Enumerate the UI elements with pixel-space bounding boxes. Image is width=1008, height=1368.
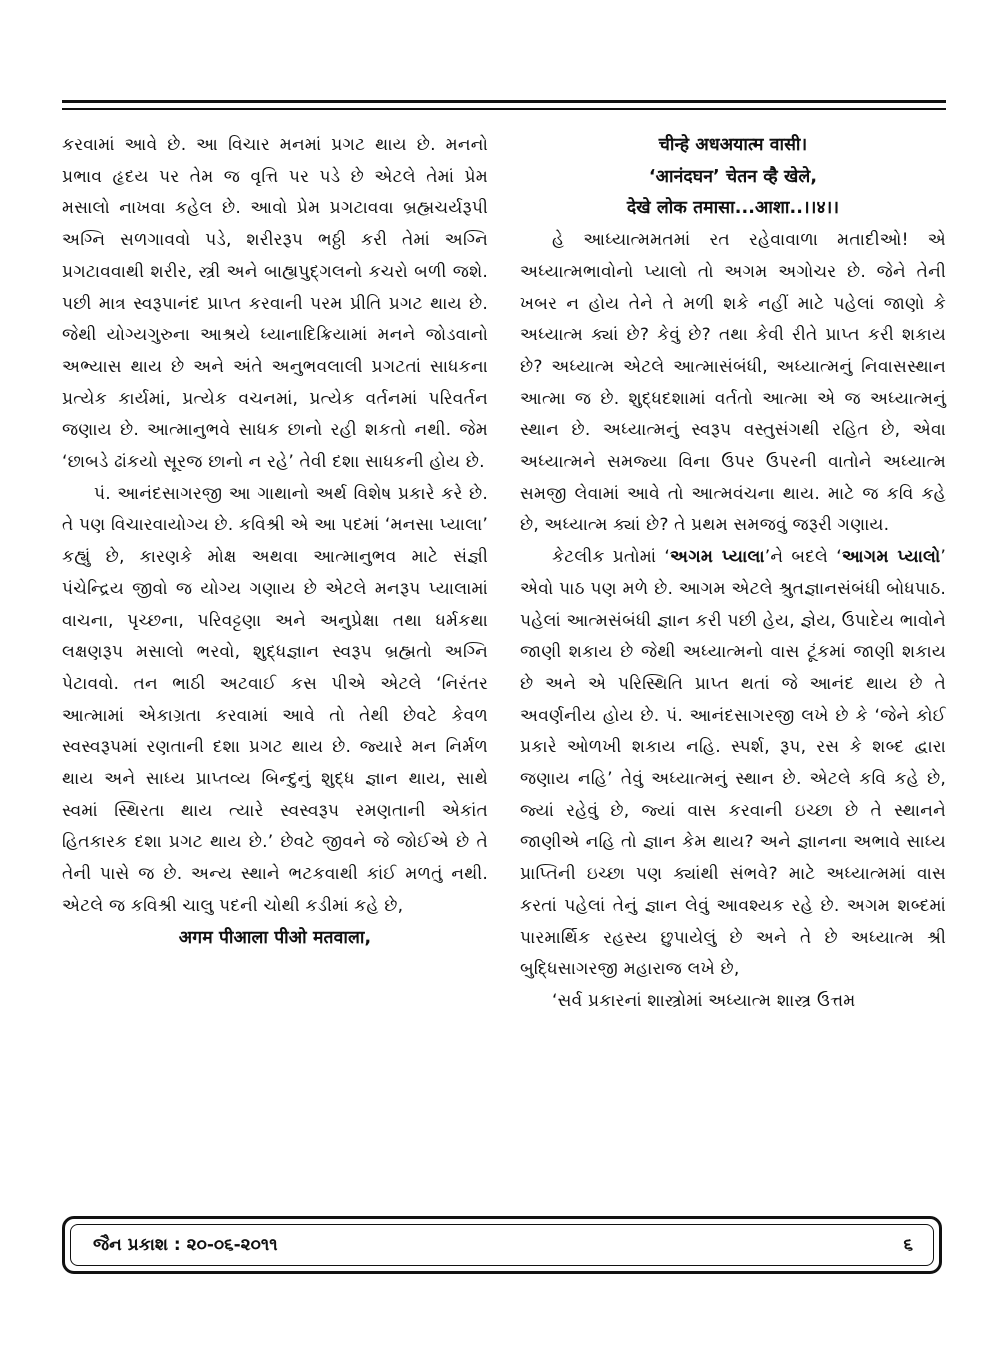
p2-text-e: ’ એવો પાઠ પણ મળે છે. આગમ એટલે શ્રુતજ્ઞાનસંબંધી બોધપાઠ. પહેલાં આત્મસંબંધી જ્ઞાન કરી પછી હેય, જ્ઞેય, ઉપાદેય ભાવોને જાણી શકાય છે જેથી અધ્યાત્મનો વાસ ટૂંકમાં જાણી શકાય છે અને એ પરિસ્થિતિ પ્રાપ્ત થતાં જે આનંદ થાય છે તે અવર્ણનીય હોય છે. પં. આનંદસાગરજી લખે છે કે ‘જેને કોઈ પ્રકારે ઓળખી શકાય નહિ. સ્પર્શ, રૂપ, રસ કે શબ્દ દ્વારા જણાય નહિ’ તેવું અધ્યાત્મનું સ્થાન છે. એટલે કવિ કહે છે, જ્યાં રહેવું છે, જ્યાં વાસ કરવાની ઇચ્છા છે તે સ્થાનને જાણીએ નહિ તો જ્ઞાન કેમ થાય? અને જ્ઞાનના અભાવે સાધ્ય પ્રાપ્તિની ઇચ્છા પણ ક્યાંથી સંભવે? માટે અધ્યાત્મમાં વાસ કરતાં પહેલાં તેનું જ્ઞાન લેવું આવશ્યક રહે છે. અગમ શબ્દમાં પારમાર્થિક રહસ્ય છુપાયેલું છે અને તે છે અધ્યાત્મ શ્રી બુદ્ધિસાગરજી મહારાજ લખે છે, (520, 547, 946, 980)
footer-box (62, 1216, 942, 1274)
footer-inner-border (70, 1224, 934, 1266)
p2-bold-aagam-pyalo: આગમ પ્યાલો (841, 547, 941, 568)
right-paragraph-3: ‘સર્વ પ્રકારનાં શાસ્ત્રોમાં અધ્યાત્મ શાસ્ત્ર ઉત્તમ (552, 990, 856, 1011)
right-column (520, 130, 946, 1018)
header-rule-thin (62, 108, 946, 110)
left-paragraph-1: કરવામાં આવે છે. આ વિચાર મનમાં પ્રગટ થાય છે. મનનો પ્રભાવ હૃદય પર તેમ જ વૃત્તિ પર પડે છે એટલે તેમાં પ્રેમ મસાલો નાખવા કહેલ છે. આવો પ્રેમ પ્રગટાવવા બ્રહ્મચર્યરૂપી અગ્નિ સળગાવવો પડે, શરીરરૂપ ભઠ્ઠી કરી તેમાં અગ્નિ પ્રગટાવવાથી શરીર, સ્ત્રી અને બાહ્યપુદ્ગલનો કચરો બળી જશે. પછી માત્ર સ્વરૂપાનંદ પ્રાપ્ત કરવાની પરમ પ્રીતિ પ્રગટ થાય છે. જેથી યોગ્યગુરુના આશ્રયે ધ્યાનાદિક્રિયામાં મનને જોડવાનો અભ્યાસ થાય છે અને અંતે અનુભવલાલી પ્રગટતાં સાધકના પ્રત્યેક કાર્યમાં, પ્રત્યેક વચનમાં, પ્રત્યેક વર્તનમાં પરિવર્તન જણાય છે. આત્માનુભવે સાધક છાનો રહી શકતો નથી. જેમ ‘છાબડે ઢાંકયો સૂરજ છાનો ન રહે’ તેવી દશા સાધકની હોય છે. (62, 135, 488, 473)
header-rule-thick (62, 100, 946, 103)
verse-line-1: चीन्हे अधअयात्म वासी। (658, 135, 808, 155)
page-number: ૬ (903, 1235, 913, 1255)
p2-text-c: ’ને બદલે ‘ (764, 547, 842, 568)
p2-bold-agam-pyala: અગમ પ્યાલા (669, 547, 765, 568)
right-paragraph-1: હે આધ્યાત્મમતમાં રત રહેવાવાળા મતાદીઓ! એ અધ્યાત્મભાવોનો પ્યાલો તો અગમ અગોચર છે. જેને તેની ખબર ન હોય તેને તે મળી શકે નહીં માટે પહેલાં જાણો કે અધ્યાત્મ ક્યાં છે? કેવું છે? તથા કેવી રીતે પ્રાપ્ત કરી શકાય છે? અધ્યાત્મ એટલે આત્માસંબંધી, અધ્યાત્મનું નિવાસસ્થાન આત્મા જ છે. શુદ્ધદશામાં વર્તતો આત્મા એ જ અધ્યાત્મનું સ્થાન છે. અધ્યાત્મનું સ્વરૂપ વસ્તુસંગથી રહિત છે, એવા અધ્યાત્મને સમજ્યા વિના ઉપર ઉપરની વાતોને અધ્યાત્મ સમજી લેવામાં આવે તો આત્મવંચના થાય. માટે જ કવિ કહે છે, અધ્યાત્મ ક્યાં છે? તે પ્રથમ સમજવું જરૂરી ગણાય. (520, 230, 946, 536)
left-paragraph-2: પં. આનંદસાગરજી આ ગાથાનો અર્થ વિશેષ પ્રકારે કરે છે. તે પણ વિચારવાયોગ્ય છે. કવિશ્રી એ આ પદમાં ‘મનસા પ્યાલા’ કહ્યું છે, કારણકે મોક્ષ અથવા આત્માનુભવ માટે સંજ્ઞી પંચેન્દ્રિય જીવો જ યોગ્ય ગણાય છે એટલે મનરૂપ પ્યાલામાં વાચના, પૃચ્છના, પરિવટ્ટણા અને અનુપ્રેક્ષા તથા ધર્મકથા લક્ષણરૂપ મસાલો ભરવો, શુદ્ધજ્ઞાન સ્વરૂપ બ્રહ્મતો અગ્નિ પેટાવવો. તન ભાઠી અટવાઈ કસ પીએ એટલે ‘નિરંતર આત્મામાં એકાગ્રતા કરવામાં આવે તો તેથી છેવટે કેવળ સ્વસ્વરૂપમાં રણતાની દશા પ્રગટ થાય છે. જ્યારે મન નિર્મળ થાય અને સાધ્ય પ્રાપ્તવ્ય બિન્દુનું શુદ્ધ જ્ઞાન થાય, સાથે સ્વમાં સ્થિરતા થાય ત્યારે સ્વસ્વરૂપ રમણતાની એકાંત હિતકારક દશા પ્રગટ થાય છે.’ છેવટે જીવને જે જોઈએ છે તે તેની પાસે જ છે. અન્ય સ્થાને ભટકવાથી કાંઈ મળતું નથી. એટલે જ કવિશ્રી ચાલુ પદની ચોથી કડીમાં કહે છે, (62, 483, 488, 916)
right-paragraph-2 (520, 542, 946, 986)
left-column (62, 130, 488, 954)
verse-start: अगम पीआला पीओ मतवाला, (178, 927, 372, 948)
p2-text-a: કેટલીક પ્રતોમાં ‘ (552, 547, 670, 568)
verse-line-3: देखे लोक तमासा...आशा..।।४।। (626, 198, 840, 219)
footer-publication: જૈન પ્રકાશ : ૨૦-૦૬-૨૦૧૧ (93, 1235, 278, 1255)
verse-line-2: ‘आनंदघन’ चेतन व्है खेले, (648, 166, 818, 187)
verse-block (520, 130, 946, 225)
